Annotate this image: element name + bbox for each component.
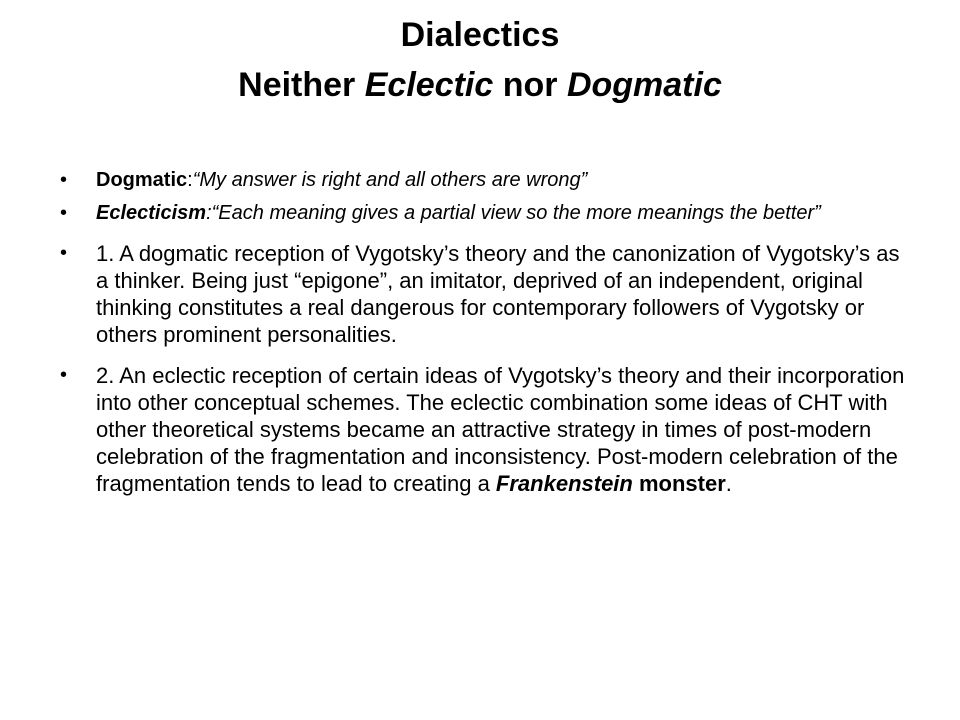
bullet-dot-icon: • [60,169,68,191]
dogmatic-colon: : [187,169,193,191]
eclectic-reception-end: . [725,471,732,496]
bullet-eclectic-reception [48,362,908,497]
bullet-dogmatic [48,168,908,193]
bullet-eclecticism [48,201,908,226]
dogmatic-reception-text: 1. A dogmatic reception of Vygotsky’s theory and the canonization of Vygotsky’s as a thinker. Being just “epigone”, an imitator, deprived of an independent, original thinking constitutes a real dangerous for contemporary followers of Vygotsky or others prominent personalities. [96,241,900,347]
title-line-1: Dialectics [400,16,560,54]
dogmatic-quote: “My answer is right and all others are wrong” [192,169,588,191]
title-dogmatic: Dogmatic [566,66,722,104]
eclectic-reception-text: 2. An eclectic reception of certain ideas of Vygotsky’s theory and their incorporation into other conceptual schemes. The eclectic combination some ideas of CHT with other theoretical systems became an attractive strategy in times of post-modern celebration of the fragmentation and inconsistency. Post-modern celebration of the fragmentation tends to lead to creating a [96,363,905,496]
title-neither: Neither [238,66,365,104]
dogmatic-term: Dogmatic [96,169,188,191]
eclecticism-quote: “Each meaning gives a partial view so the more meanings the better” [211,202,821,224]
frankenstein-word: Frankenstein [495,471,633,496]
title-eclectic: Eclectic [364,66,494,104]
bullet-dot-icon: • [60,242,68,264]
bullet-dot-icon: • [60,202,68,224]
monster-word: monster [638,471,726,496]
bullet-dogmatic-reception [48,240,908,348]
title-nor: nor [493,66,567,104]
bullet-dot-icon: • [60,364,68,386]
slide-title [60,10,900,110]
title-line-2 [60,60,900,110]
eclecticism-term: Eclecticism [96,202,207,224]
bullet-list [48,168,908,497]
eclecticism-colon: : [206,202,212,224]
